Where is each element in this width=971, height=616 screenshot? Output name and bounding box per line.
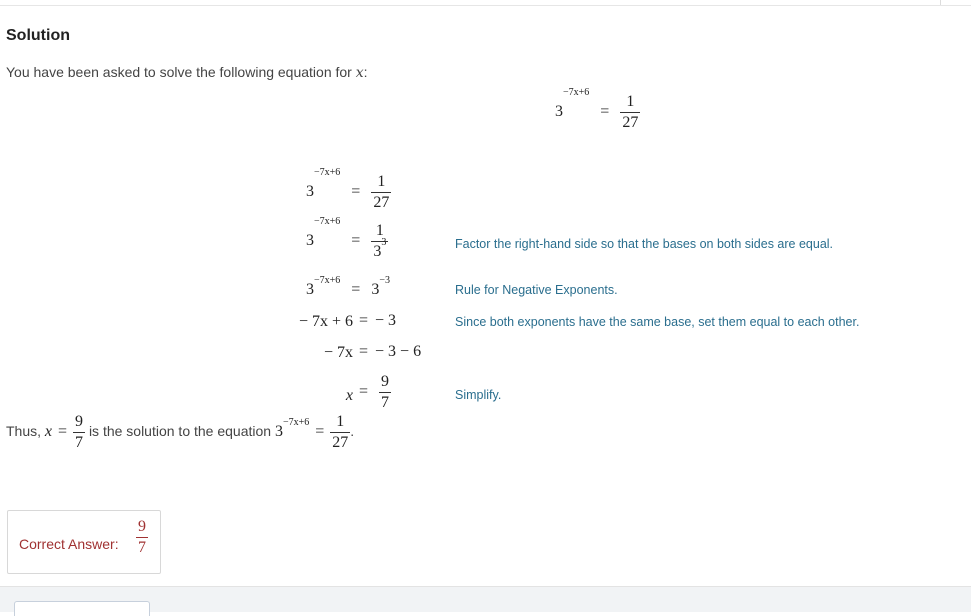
denominator-exponent: 3	[381, 237, 387, 248]
step-6-lhs: x	[345, 387, 353, 404]
fraction-numerator: 1	[377, 173, 386, 190]
intro-colon: :	[363, 64, 368, 80]
step-lhs-base: 3	[306, 183, 314, 201]
fraction-denominator: 27	[622, 114, 639, 131]
step-fraction	[371, 223, 388, 260]
fraction-denominator: 27	[332, 434, 349, 451]
fraction-denominator: 7	[138, 539, 146, 556]
conclusion-middle: is the solution to the equation	[88, 423, 272, 440]
step-lhs-exponent: −7x+6	[314, 167, 341, 178]
correct-answer-value	[136, 519, 148, 556]
conclusion-eq-fraction	[330, 414, 350, 451]
step-lhs-base: 3	[306, 232, 314, 250]
bottom-toolbar	[0, 586, 971, 612]
conclusion-prefix: Thus,	[6, 423, 42, 440]
conclusion-eq-base: 3	[274, 423, 283, 441]
correct-answer-box	[7, 510, 161, 574]
given-equation	[555, 87, 640, 131]
fraction-numerator: 9	[138, 518, 146, 535]
step-2-note: Factor the right-hand side so that the bases on both sides are equal.	[455, 237, 834, 251]
fraction-numerator: 9	[75, 413, 84, 430]
equals-sign: =	[351, 232, 361, 250]
equation-fraction	[620, 94, 640, 131]
step-rhs-base: 3	[371, 281, 380, 298]
step-fraction	[371, 174, 391, 211]
step-lhs-exponent: −7x+6	[314, 275, 341, 286]
equals-sign: =	[351, 183, 361, 201]
bottom-button[interactable]	[14, 601, 150, 616]
equation-exponent: −7x+6	[563, 87, 590, 98]
fraction-denominator: 7	[381, 394, 390, 411]
equals-sign: =	[359, 312, 369, 329]
conclusion-period: .	[350, 423, 355, 440]
equals-sign: =	[600, 103, 610, 121]
equals-sign: =	[359, 383, 369, 401]
equation-base: 3	[555, 103, 563, 121]
intro-text	[6, 64, 368, 81]
step-6-note: Simplify.	[455, 388, 502, 402]
step-3-note: Rule for Negative Exponents.	[455, 283, 618, 297]
conclusion-eq-exponent: −7x+6	[282, 416, 310, 428]
conclusion-sentence	[6, 414, 354, 451]
step-lhs-exponent: −7x+6	[314, 216, 341, 227]
intro-variable: x	[355, 65, 364, 81]
fraction-denominator: 27	[373, 194, 390, 211]
fraction-denominator	[371, 237, 388, 260]
fraction-numerator: 1	[336, 413, 345, 430]
step-4-note: Since both exponents have the same base, set them equal to each other.	[455, 315, 860, 329]
step-1	[306, 167, 391, 211]
step-2	[306, 216, 388, 260]
intro-sentence: You have been asked to solve the following equation for	[6, 64, 352, 80]
step-5-lhs: − 7x	[323, 344, 353, 361]
equals-sign: =	[359, 343, 369, 360]
fraction-denominator: 7	[75, 434, 84, 451]
step-5-rhs	[359, 344, 421, 360]
equals-sign: =	[58, 423, 68, 441]
top-border	[0, 0, 971, 6]
conclusion-value	[73, 414, 85, 451]
fraction-numerator: 9	[381, 373, 390, 390]
fraction-numerator: 1	[626, 93, 635, 110]
fraction-numerator: 1	[375, 222, 384, 239]
conclusion-variable: x	[44, 423, 53, 441]
step-fraction	[379, 374, 391, 411]
step-3	[306, 275, 390, 298]
step-rhs-exponent: −3	[379, 275, 390, 286]
step-4-rhs	[359, 313, 396, 329]
step-rhs: − 3 − 6	[375, 343, 422, 360]
step-4-lhs: − 7x + 6	[298, 313, 353, 330]
solution-heading: Solution	[6, 27, 70, 44]
equals-sign: =	[351, 281, 361, 298]
step-rhs: − 3	[375, 312, 397, 329]
correct-answer-label: Correct Answer:	[19, 536, 119, 552]
step-lhs-base: 3	[306, 281, 314, 298]
denominator-base: 3	[373, 243, 382, 260]
equals-sign: =	[315, 423, 325, 441]
step-6-rhs	[359, 374, 391, 411]
corner-divider	[940, 0, 941, 5]
